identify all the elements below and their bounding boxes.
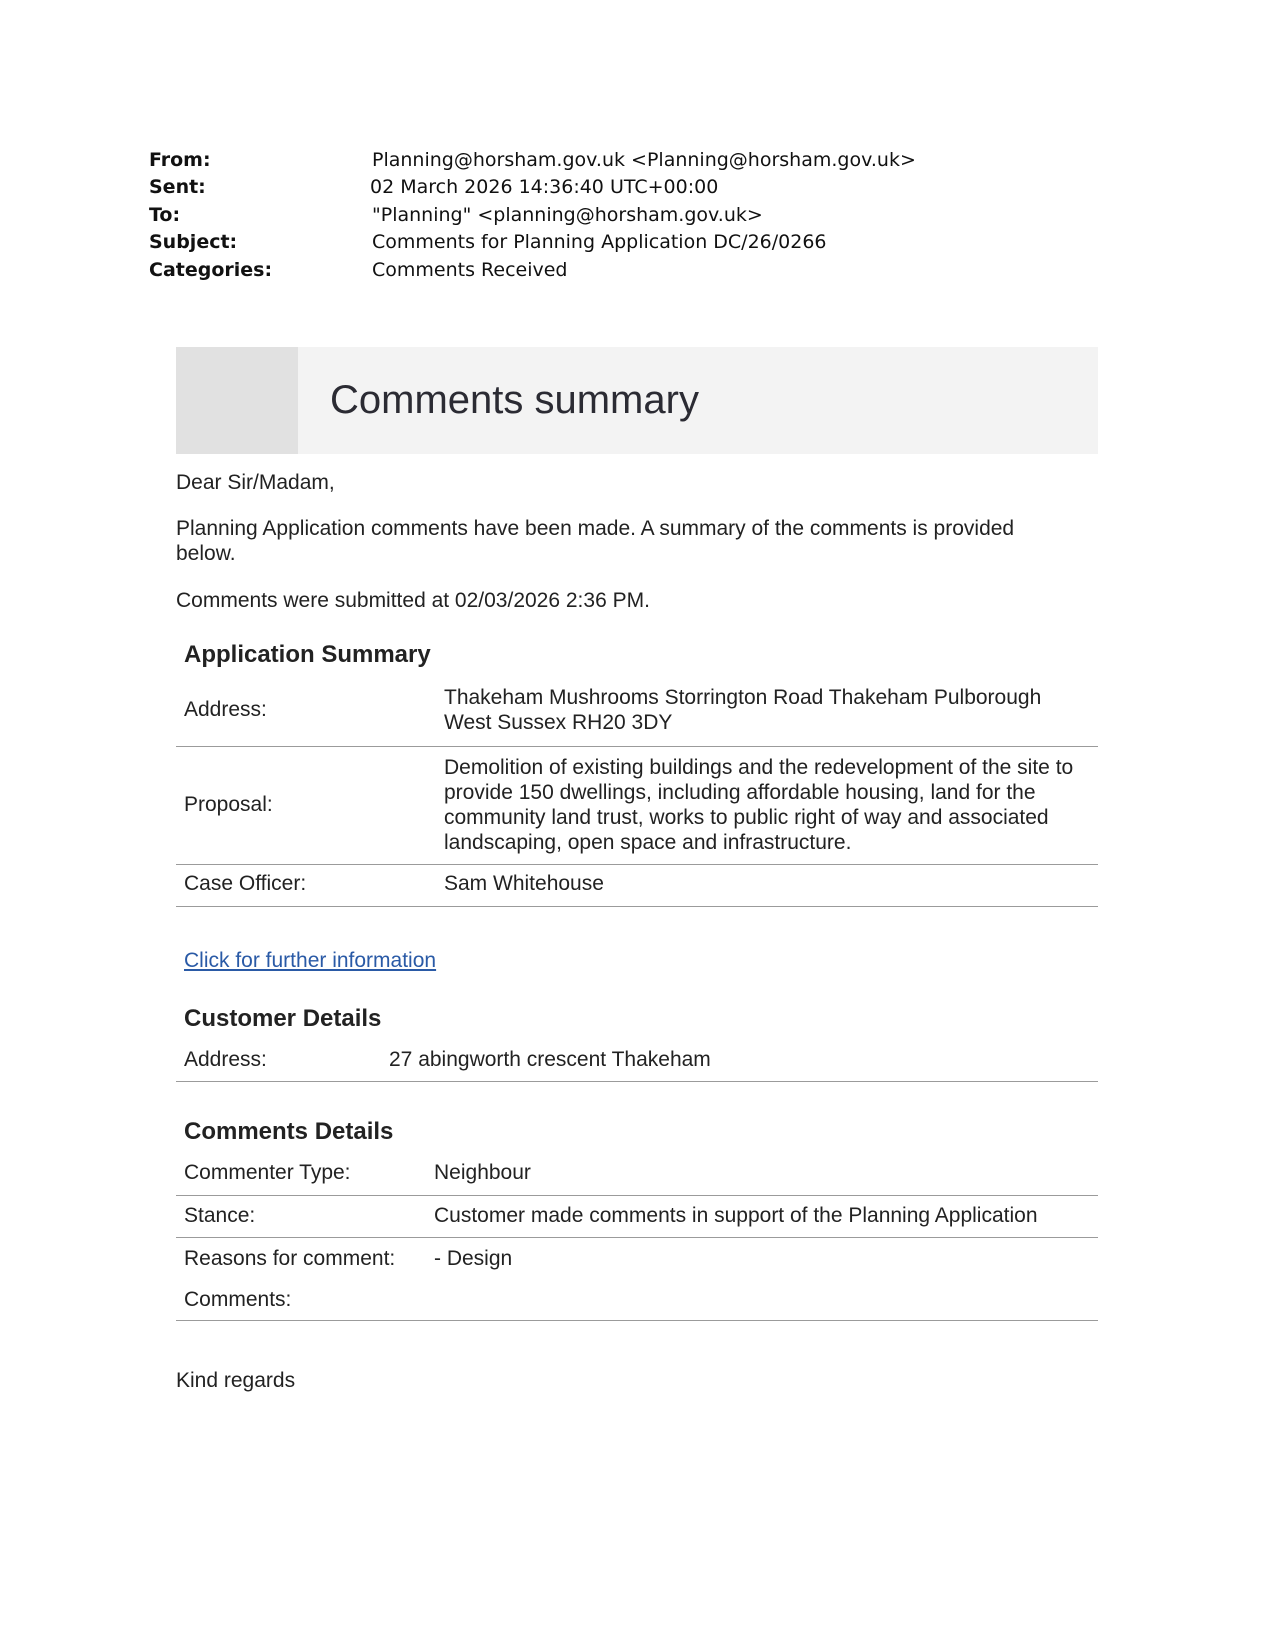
submitted-time: Comments were submitted at 02/03/2026 2:36 PM. xyxy=(176,589,650,612)
customer-address-value: 27 abingworth crescent Thakeham xyxy=(389,1048,711,1071)
intro-paragraph: Planning Application comments have been made. A summary of the comments is provided below. xyxy=(176,517,1015,565)
to-value: "Planning" <planning@horsham.gov.uk> xyxy=(372,204,763,226)
case-officer-value: Sam Whitehouse xyxy=(444,872,604,895)
customer-address-label: Address: xyxy=(184,1048,267,1071)
sent-value: 02 March 2026 14:36:40 UTC+00:00 xyxy=(370,176,719,198)
greeting: Dear Sir/Madam, xyxy=(176,471,335,494)
proposal-value: Demolition of existing buildings and the redevelopment of the site to provide 150 dwellings, including affordable housing, land for the community land trust, works to public right of way and associated landscaping, open space and infrastructure. xyxy=(444,756,1074,854)
further-information-link[interactable]: Click for further information xyxy=(184,949,437,972)
categories-label: Categories: xyxy=(149,259,273,281)
stance-label: Stance: xyxy=(184,1204,256,1227)
to-label: To: xyxy=(149,204,181,226)
from-value: Planning@horsham.gov.uk <Planning@horsham.gov.uk> xyxy=(372,149,916,171)
stance-value: Customer made comments in support of the Planning Application xyxy=(434,1204,1038,1227)
divider xyxy=(176,906,1098,907)
app-address-label: Address: xyxy=(184,698,267,721)
proposal-label: Proposal: xyxy=(184,793,273,816)
comments-label: Comments: xyxy=(184,1288,292,1311)
divider xyxy=(176,864,1098,865)
comments-details-heading: Comments Details xyxy=(184,1118,394,1145)
divider xyxy=(176,1320,1098,1321)
categories-value: Comments Received xyxy=(372,259,568,281)
banner-title: Comments summary xyxy=(330,378,699,422)
subject-label: Subject: xyxy=(149,231,238,253)
divider xyxy=(176,1237,1098,1238)
reasons-value: - Design xyxy=(434,1247,513,1270)
case-officer-label: Case Officer: xyxy=(184,872,307,895)
app-address-value: Thakeham Mushrooms Storrington Road Thakeham Pulborough West Sussex RH20 3DY xyxy=(444,686,1042,734)
customer-details-heading: Customer Details xyxy=(184,1005,382,1032)
divider xyxy=(176,1081,1098,1082)
reasons-label: Reasons for comment: xyxy=(184,1247,396,1270)
closing-text: Kind regards xyxy=(176,1369,296,1392)
sent-label: Sent: xyxy=(149,176,206,198)
divider xyxy=(176,746,1098,747)
banner-logo-placeholder xyxy=(176,347,298,454)
divider xyxy=(176,1195,1098,1196)
application-summary-heading: Application Summary xyxy=(184,641,431,668)
subject-value: Comments for Planning Application DC/26/0266 xyxy=(372,231,827,253)
commenter-type-value: Neighbour xyxy=(434,1161,531,1184)
commenter-type-label: Commenter Type: xyxy=(184,1161,351,1184)
comments-summary-banner xyxy=(176,347,1098,454)
from-label: From: xyxy=(149,149,211,171)
